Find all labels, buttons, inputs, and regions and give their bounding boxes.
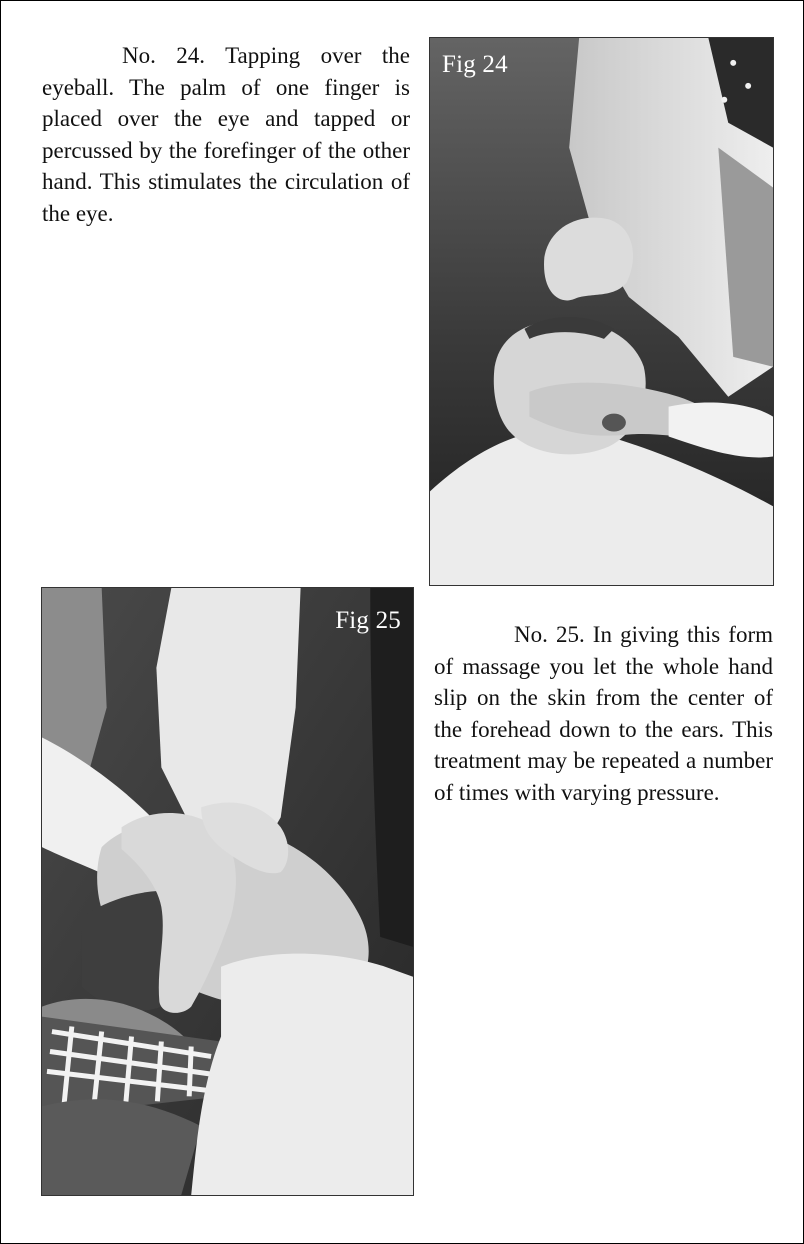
figure-25-illustration xyxy=(42,588,413,1195)
figure-24-photo xyxy=(429,37,774,586)
figure-24-label: Fig 24 xyxy=(442,51,508,78)
figure-25-photo xyxy=(41,587,414,1196)
figure-24-illustration xyxy=(430,38,773,585)
figure-25-label: Fig 25 xyxy=(335,607,401,634)
exercise-24-description: No. 24. Tapping over the eyeball. The palm of one finger is placed over the eye and tapped or percussed by the forefinger of the other hand. This stimulates the circulation of the eye. xyxy=(42,43,410,226)
exercise-25-description: No. 25. In giving this form of massage you let the whole hand slip on the skin from the center of the forehead down to the ears. This treatment may be repeated a number of times with varying pressure. xyxy=(434,622,773,805)
